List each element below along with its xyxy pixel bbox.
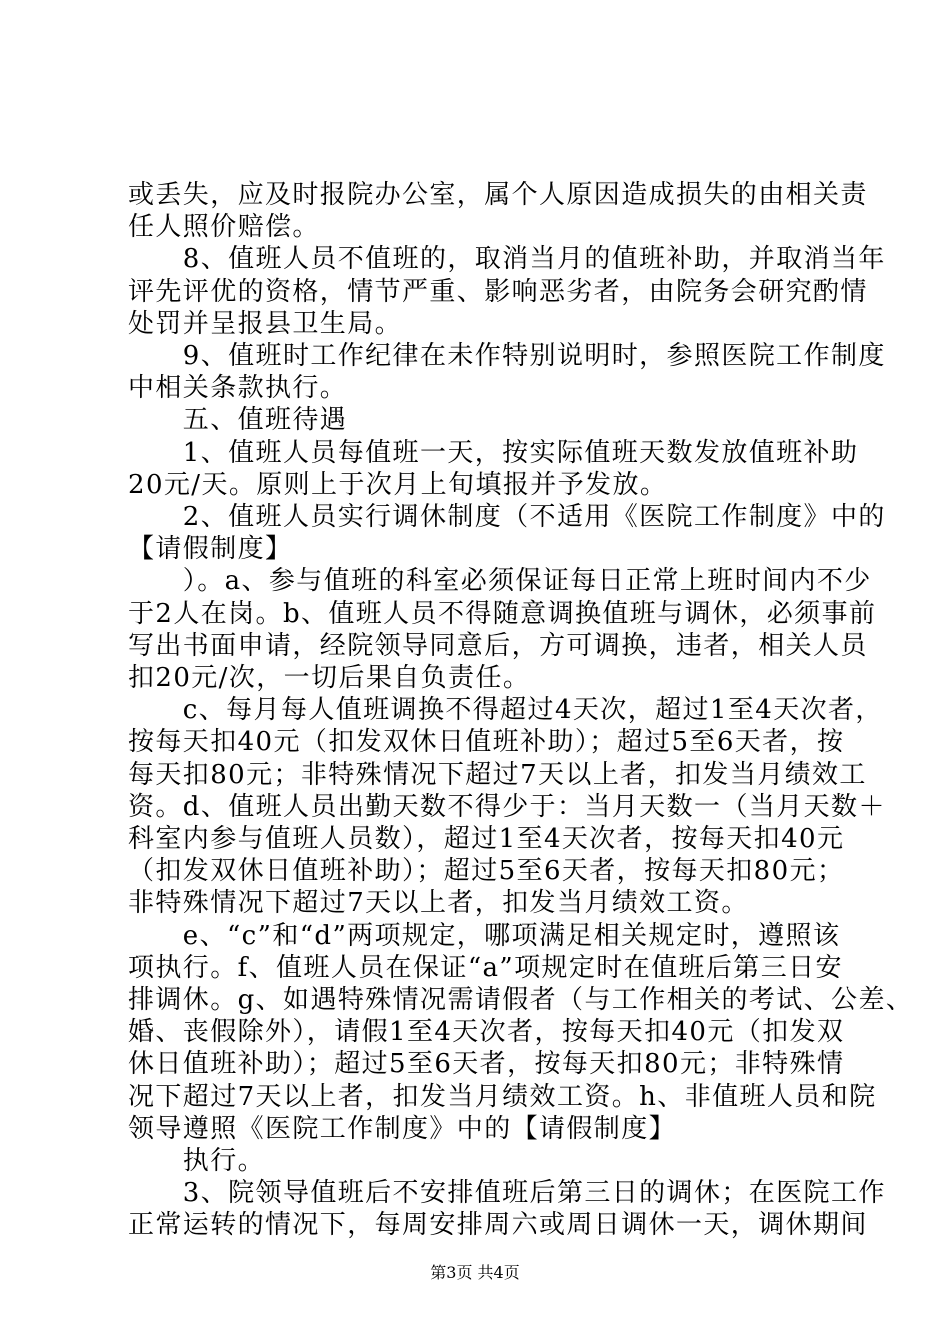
text-line: 婚、丧假除外），请假1至4天次者，按每天扣40元（扣发双 — [128, 1017, 845, 1048]
text-line: 科室内参与值班人员数），超过1至4天次者，按每天扣40元 — [128, 824, 845, 854]
text-line: 20元/天。原则上于次月上旬填报并予发放。 — [128, 469, 668, 500]
text-line: 写出书面申请，经院领导同意后，方可调换，违者，相关人员 — [128, 630, 868, 661]
text-line: 五、值班待遇 — [128, 405, 348, 436]
text-line: 中相关条款执行。 — [128, 373, 348, 404]
text-line: 任人照价赔偿。 — [128, 212, 320, 243]
text-line: 正常运转的情况下，每周安排周六或周日调休一天，调休期间 — [128, 1210, 868, 1241]
text-line: 2、值班人员实行调休制度（不适用《医院工作制度》中的 — [128, 502, 886, 532]
text-line: 8、值班人员不值班的，取消当月的值班补助，并取消当年 — [128, 244, 886, 275]
text-line: e、“c”和“d”两项规定，哪项满足相关规定时，遵照该 — [128, 920, 841, 951]
text-line: 处罚并呈报县卫生局。 — [128, 308, 403, 339]
text-line: 排调休。g、如遇特殊情况需请假者（与工作相关的考试、公差、 — [128, 985, 914, 1015]
text-line: 3、院领导值班后不安排值班后第三日的调休；在医院工作 — [128, 1178, 886, 1209]
text-line: 况下超过7天以上者，扣发当月绩效工资。h、非值班人员和院 — [128, 1081, 877, 1112]
text-line: 每天扣80元；非特殊情况下超过7天以上者，扣发当月绩效工 — [128, 759, 867, 790]
text-line: 领导遵照《医院工作制度》中的【请假制度】 — [128, 1113, 677, 1144]
text-line: ）。a、参与值班的科室必须保证每日正常上班时间内不少 — [128, 566, 872, 597]
text-line: 或丢失，应及时报院办公室，属个人原因造成损失的由相关责 — [128, 180, 868, 210]
text-line: 1、值班人员每值班一天，按实际值班天数发放值班补助 — [128, 437, 859, 468]
page-footer: 第3页 共4页 — [430, 1263, 520, 1282]
text-line: 项执行。f、值班人员在保证“a”项规定时在值班后第三日安 — [128, 952, 843, 983]
text-line: 于2人在岗。b、值班人员不得随意调换值班与调休，必须事前 — [128, 598, 877, 629]
text-line: （扣发双休日值班补助）；超过5至6天者，按每天扣80元； — [128, 856, 845, 887]
text-line: 按每天扣40元（扣发双休日值班补助）；超过5至6天者，按 — [128, 727, 845, 758]
text-line: 评先评优的资格，情节严重、影响恶劣者，由院务会研究酌情 — [128, 276, 868, 307]
text-line: 【请假制度】 — [128, 534, 293, 565]
text-line: 休日值班补助）；超过5至6天者，按每天扣80元；非特殊情 — [128, 1049, 845, 1080]
text-line: 9、值班时工作纪律在未作特别说明时，参照医院工作制度 — [128, 341, 886, 371]
text-line: c、每月每人值班调换不得超过4天次，超过1至4天次者， — [128, 695, 883, 726]
text-line: 扣20元/次，一切后果自负责任。 — [128, 663, 531, 693]
text-line: 执行。 — [128, 1146, 266, 1176]
text-line: 非特殊情况下超过7天以上者，扣发当月绩效工资。 — [128, 888, 749, 919]
text-line: 资。d、值班人员出勤天数不得少于：当月天数一（当月天数＋ — [128, 791, 886, 822]
